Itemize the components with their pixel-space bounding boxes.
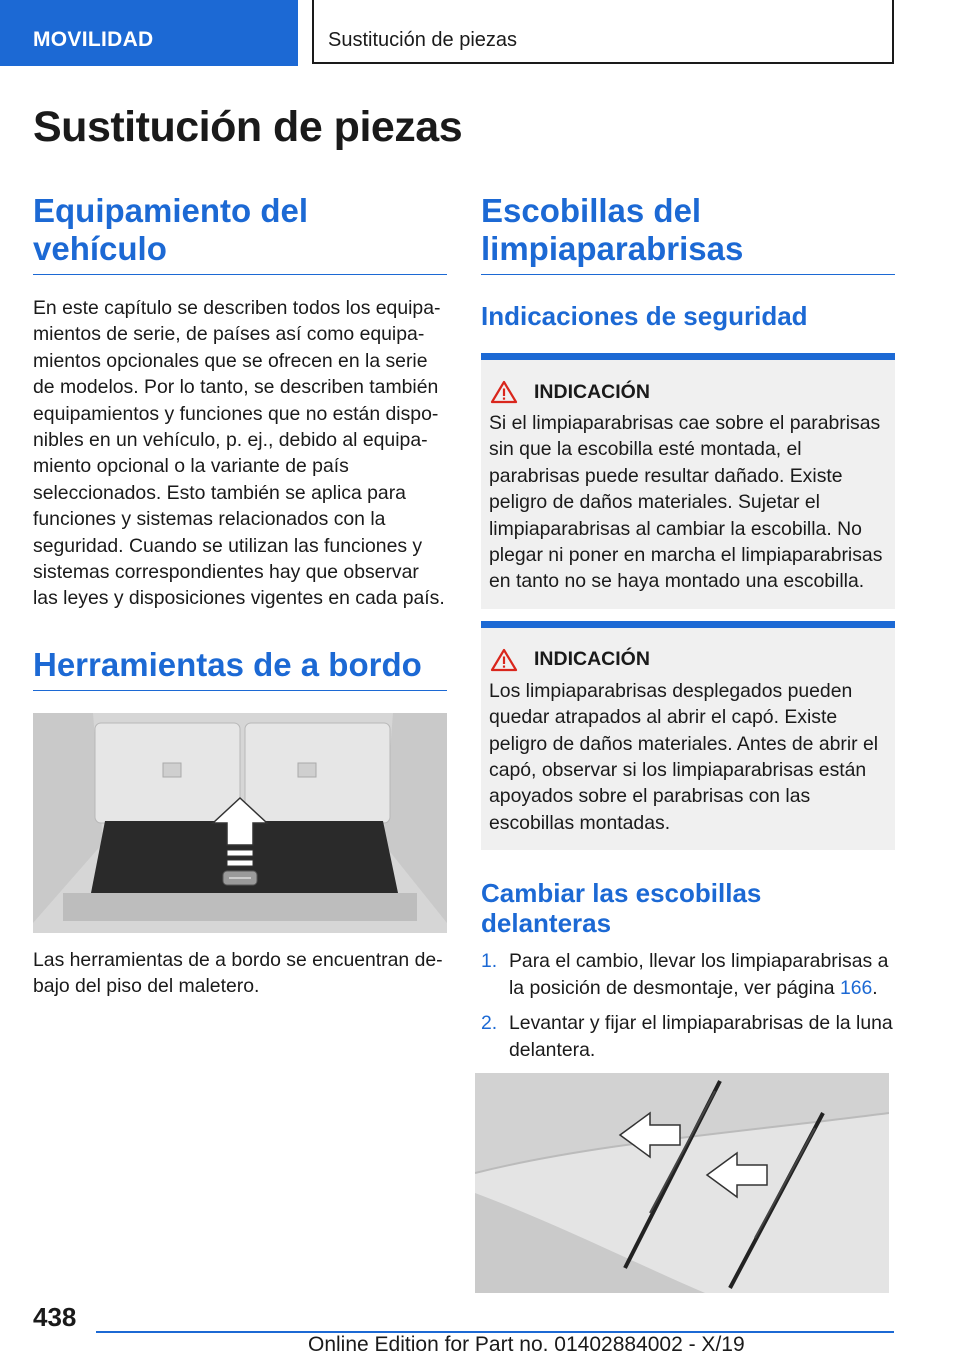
- paragraph-equipamiento: En este capítulo se describen todos los equipamientos de serie, de países así como equipamientos opcionales que se ofrecen en la serie de modelos. Por lo tanto, se describen también equipamientos y funciones que no están disponibles en un vehículo, p. ej., debido al equipamiento opcional o la variante de país seleccionados. Esto también se aplica para funciones y sistemas relacionados con la seguridad. Cuando se utilizan las funciones y sistemas correspondientes hay que observar las leyes y disposiciones vigentes en cada país.: [33, 297, 445, 610]
- heading-cambiar: Cambiar las escobillas delanteras: [481, 878, 762, 939]
- step-text: Para el cambio, llevar los limpiaparabrisas a la posición de desmontaje, ver página 166.: [509, 950, 889, 999]
- trunk-floor-image: [33, 713, 447, 933]
- notice-2-label: INDICACIÓN: [534, 648, 650, 671]
- notice-1: [481, 353, 895, 609]
- footer-edition: Online Edition for Part no. 01402884002 - X/19: [308, 1333, 745, 1356]
- header-section-label: MOVILIDAD: [33, 28, 154, 51]
- step-number: 2.: [481, 1012, 498, 1035]
- notice-2: [481, 621, 895, 850]
- heading-indicaciones: Indicaciones de seguridad: [481, 301, 808, 331]
- warning-triangle-icon: [490, 648, 518, 672]
- list-item: [481, 1010, 895, 1063]
- notice-1-text: Si el limpiaparabrisas cae sobre el parabrisas sin que la escobilla esté montada, el parabrisas puede resultar dañado. Existe peligro de daños materiales. Sujetar el limpiaparabrisas al cambiar la escobilla. No plegar ni poner en marcha el limpiaparabrisas en tanto no se haya montado una escobilla.: [489, 412, 883, 593]
- notice-2-text: Los limpiaparabrisas desplegados pueden quedar atrapados al abrir el capó. Existe peligro de daños materiales. Antes de abrir el capó, observar si los limpiaparabrisas están apoyados sobre el parabrisas con las escobillas montadas.: [489, 679, 879, 834]
- warning-triangle-icon: [490, 380, 518, 404]
- notice-1-label: INDICACIÓN: [534, 380, 650, 403]
- trunk-illustration: [33, 713, 447, 933]
- step-text: Levantar y fijar el limpiaparabrisas de la luna delantera.: [509, 1012, 893, 1061]
- header-chapter-box: [312, 0, 894, 64]
- list-item: [481, 948, 895, 1001]
- page-link[interactable]: 166: [839, 976, 873, 999]
- header-section-tab: [0, 0, 298, 66]
- wiper-illustration: [475, 1073, 889, 1293]
- left-column: [33, 192, 447, 1000]
- step-number: 1.: [481, 950, 498, 973]
- page-title: Sustitución de piezas: [33, 103, 463, 151]
- heading-escobillas: Escobillas del limpiaparabrisas: [481, 192, 895, 275]
- wiper-image: [475, 1073, 889, 1293]
- steps-list: [481, 948, 895, 1063]
- heading-herramientas: Herramientas de a bordo: [33, 646, 447, 691]
- heading-equipamiento: Equipamiento del vehículo: [33, 192, 447, 275]
- header-chapter-label: Sustitución de piezas: [328, 29, 518, 51]
- right-column: [481, 192, 895, 1293]
- paragraph-herramientas: Las herramientas de a bordo se encuentran debajo del piso del maletero.: [33, 948, 443, 998]
- page-number: 438: [33, 1302, 77, 1332]
